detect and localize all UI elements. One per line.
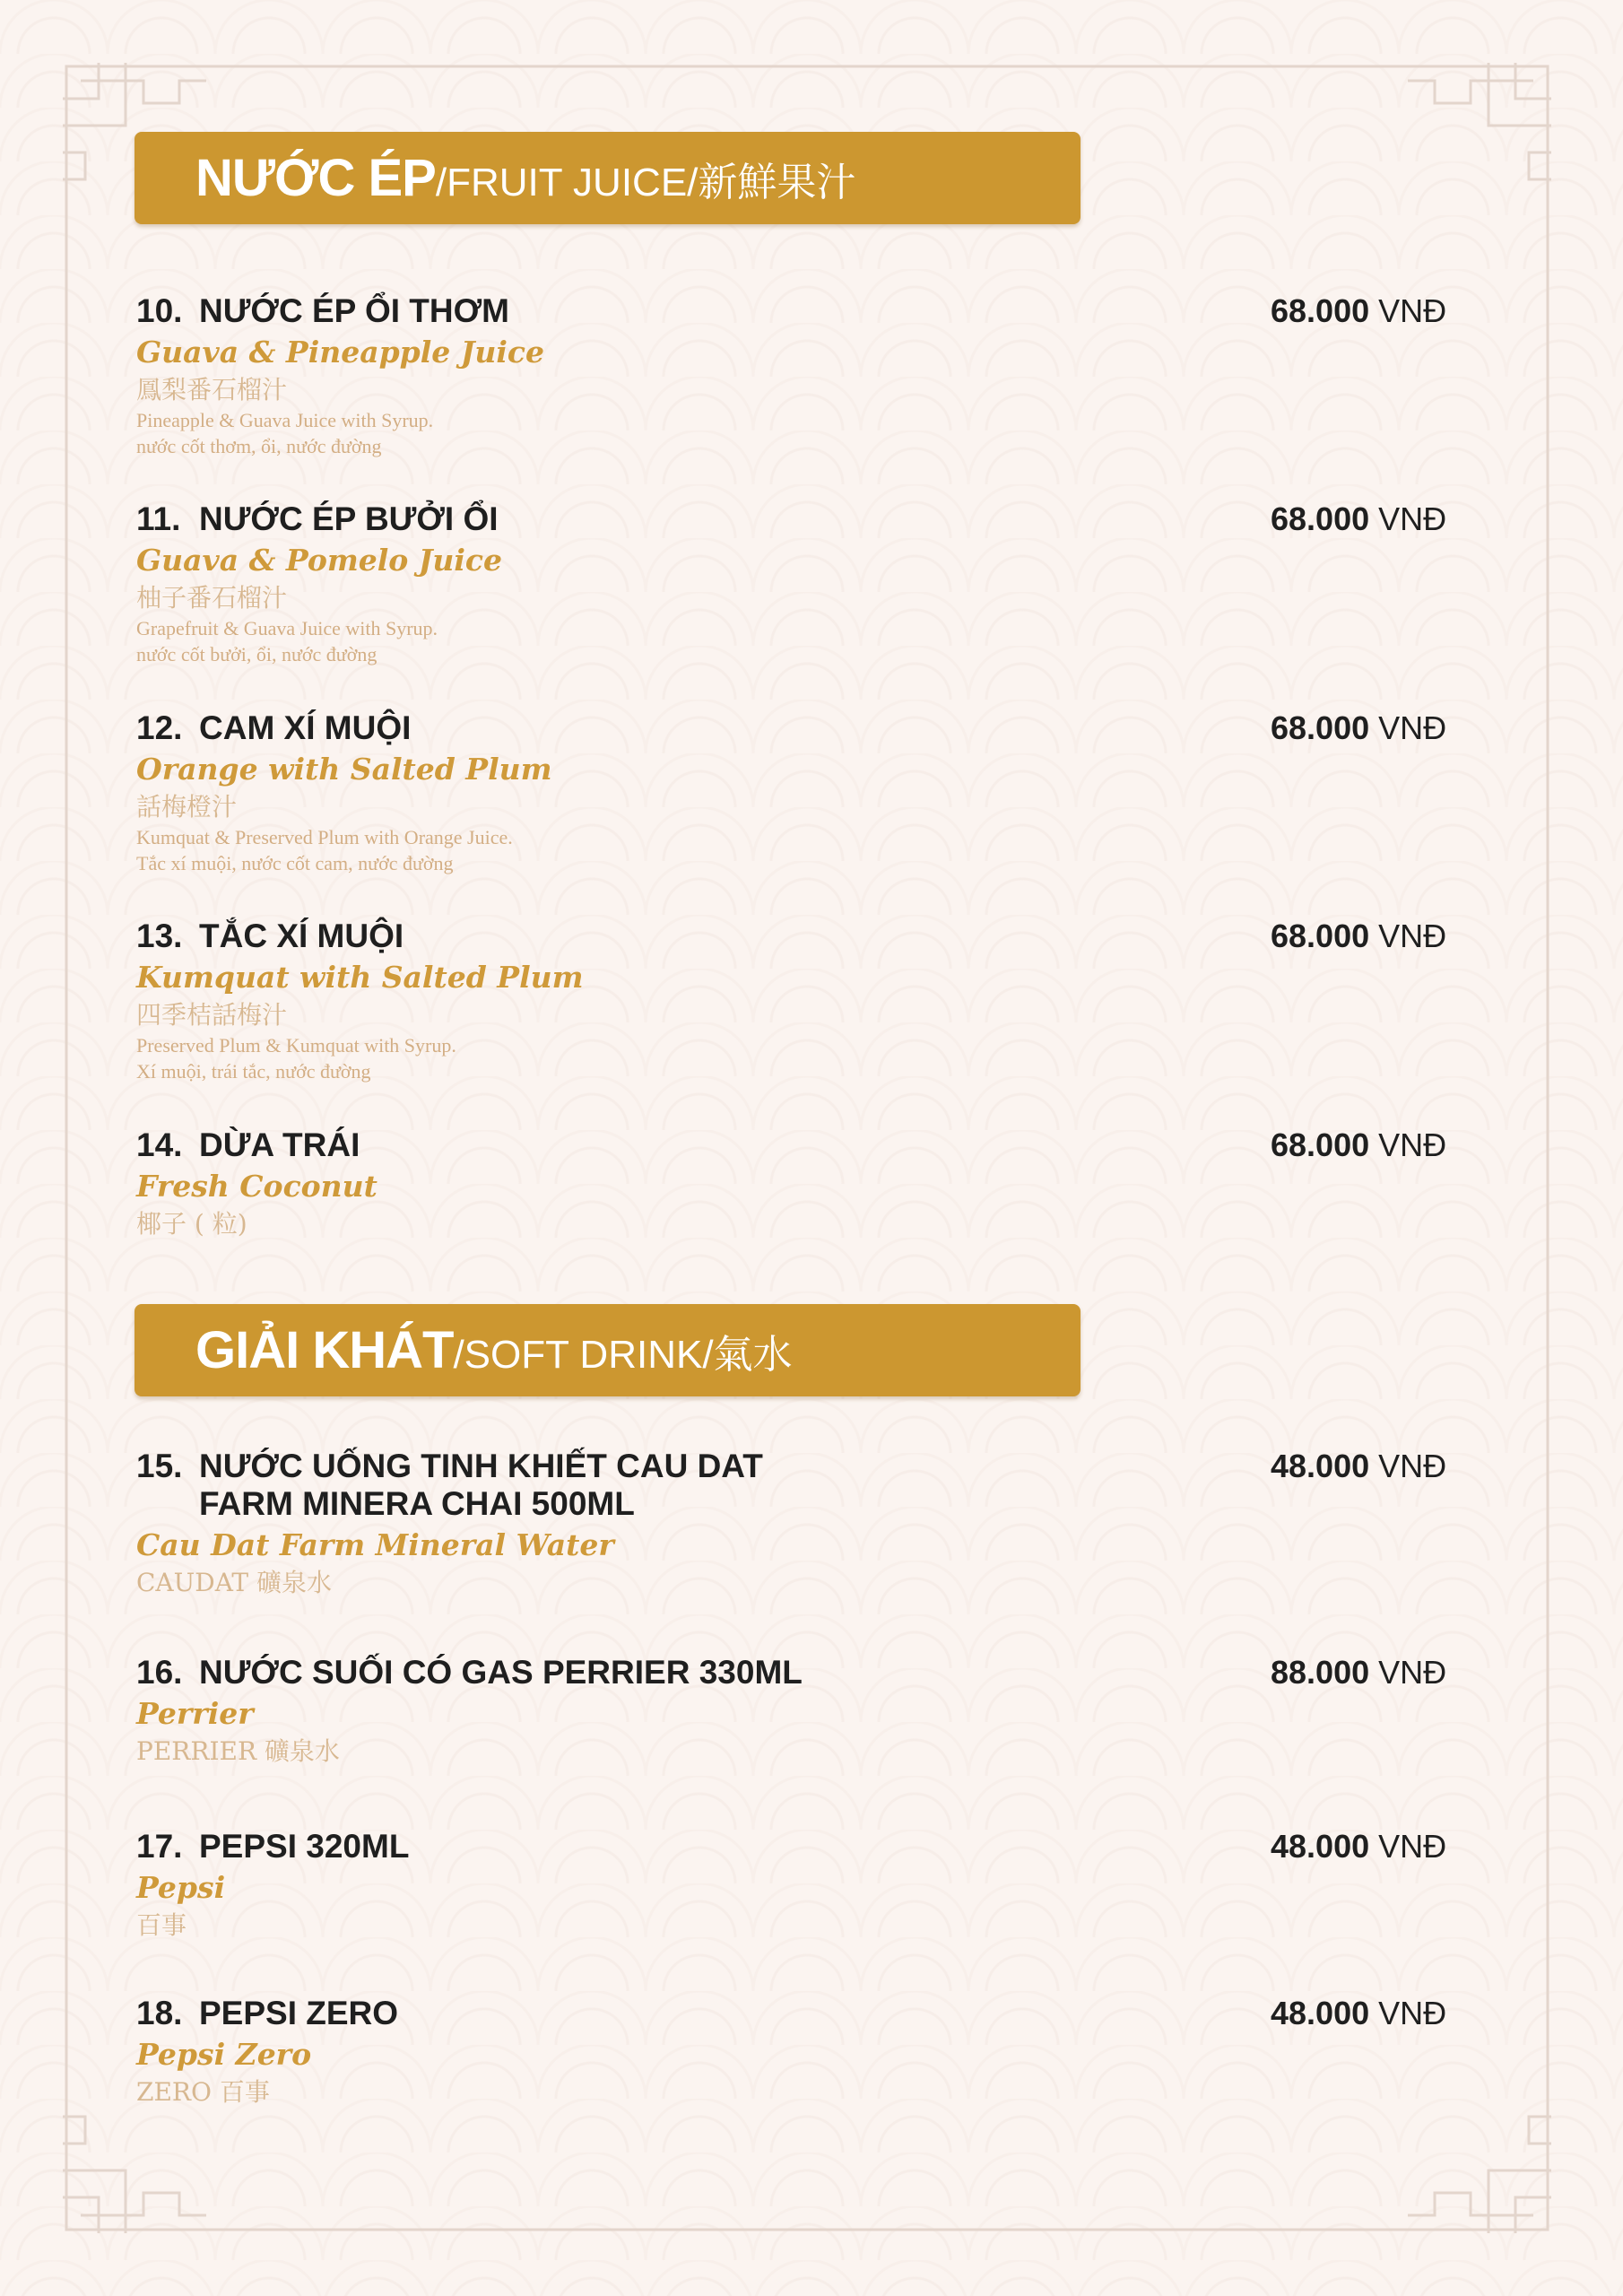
item-price (1271, 1828, 1446, 1866)
item-english-name: Guava & Pomelo Juice (136, 543, 503, 578)
price-amount: 68.000 (1271, 709, 1370, 746)
price-currency: VNĐ (1378, 1654, 1447, 1691)
item-price (1271, 709, 1446, 747)
menu-item (136, 709, 1481, 876)
section-title-main: NƯỚC ÉP (195, 149, 436, 207)
menu-item (136, 1654, 1481, 1769)
section-header-fruit-juice (135, 132, 1081, 224)
price-amount: 48.000 (1271, 1828, 1370, 1865)
item-description-en: Pineapple & Guava Juice with Syrup. (136, 409, 434, 431)
item-english-name: Pepsi (136, 1870, 226, 1905)
price-currency: VNĐ (1378, 1828, 1447, 1865)
item-price (1271, 1126, 1446, 1164)
item-name: NƯỚC UỐNG TINH KHIẾT CAU DAT FARM MINERA CHAI 500ML (199, 1448, 763, 1522)
item-description-en: Kumquat & Preserved Plum with Orange Juice. (136, 826, 513, 848)
item-description-vi: nước cốt thơm, ổi, nước đường (136, 435, 382, 457)
item-price (1271, 1448, 1446, 1485)
price-currency: VNĐ (1378, 709, 1447, 746)
item-english-name: Perrier (136, 1696, 254, 1731)
item-english-name: Fresh Coconut (136, 1169, 378, 1204)
item-chinese-name: 椰子 ( 粒) (136, 1209, 247, 1239)
menu-item (136, 1828, 1481, 1943)
price-amount: 88.000 (1271, 1654, 1370, 1691)
item-name: PEPSI 320ML (199, 1828, 410, 1865)
item-chinese-name: ZERO 百事 (136, 2077, 270, 2107)
item-number: 15. (136, 1448, 183, 1484)
section-header-soft-drink (135, 1304, 1081, 1396)
item-name: NƯỚC ÉP BƯỞI ỔI (199, 500, 499, 537)
item-price (1271, 1654, 1446, 1692)
menu-item (136, 292, 1481, 459)
item-number: 16. (136, 1654, 183, 1691)
item-number: 12. (136, 709, 183, 746)
section-title-sub: /SOFT DRINK/氣水 (453, 1332, 793, 1377)
item-description-en: Preserved Plum & Kumquat with Syrup. (136, 1034, 456, 1057)
item-chinese-name: CAUDAT 礦泉水 (136, 1568, 332, 1597)
price-currency: VNĐ (1378, 500, 1447, 537)
price-amount: 48.000 (1271, 1995, 1370, 2031)
price-amount: 68.000 (1271, 292, 1370, 329)
price-amount: 68.000 (1271, 918, 1370, 954)
item-name: NƯỚC SUỐI CÓ GAS PERRIER 330ML (199, 1654, 803, 1691)
item-english-name: Kumquat with Salted Plum (136, 960, 584, 995)
item-price (1271, 500, 1446, 538)
item-chinese-name: 柚子番石榴汁 (136, 583, 288, 613)
price-currency: VNĐ (1378, 1995, 1447, 2031)
item-english-name: Orange with Salted Plum (136, 752, 552, 787)
menu-item (136, 1995, 1481, 2109)
item-chinese-name: 四季桔話梅汁 (136, 1000, 288, 1030)
item-price (1271, 1995, 1446, 2032)
item-chinese-name: 話梅橙汁 (136, 792, 238, 822)
item-number: 14. (136, 1126, 183, 1163)
item-name: NƯỚC ÉP ỔI THƠM (199, 292, 509, 329)
item-description-vi: Xí muội, trái tắc, nước đường (136, 1060, 371, 1083)
price-amount: 68.000 (1271, 1126, 1370, 1163)
item-name: TẮC XÍ MUỘI (199, 918, 404, 954)
item-chinese-name: 鳳梨番石榴汁 (136, 375, 288, 404)
item-number: 11. (136, 500, 181, 537)
item-english-name: Cau Dat Farm Mineral Water (136, 1527, 614, 1562)
item-number: 17. (136, 1828, 183, 1865)
item-number: 10. (136, 292, 183, 329)
item-number: 13. (136, 918, 183, 954)
price-currency: VNĐ (1378, 918, 1447, 954)
price-amount: 68.000 (1271, 500, 1370, 537)
item-chinese-name: 百事 (136, 1910, 187, 1940)
item-description-vi: Tắc xí muội, nước cốt cam, nước đường (136, 852, 454, 874)
menu-item (136, 500, 1481, 667)
section-title-main: GIẢI KHÁT (195, 1321, 454, 1379)
item-price (1271, 918, 1446, 955)
section-title-sub: /FRUIT JUICE/新鮮果汁 (435, 160, 856, 204)
item-price (1271, 292, 1446, 330)
item-number: 18. (136, 1995, 183, 2031)
item-english-name: Guava & Pineapple Juice (136, 335, 545, 370)
item-name: PEPSI ZERO (199, 1995, 399, 2031)
item-description-vi: nước cốt bưởi, ổi, nước đường (136, 643, 378, 665)
price-amount: 48.000 (1271, 1448, 1370, 1484)
price-currency: VNĐ (1378, 292, 1447, 329)
menu-item (136, 1448, 1481, 1600)
item-description-en: Grapefruit & Guava Juice with Syrup. (136, 617, 438, 639)
menu-item (136, 1126, 1481, 1241)
item-english-name: Pepsi Zero (136, 2037, 312, 2072)
item-name: DỪA TRÁI (199, 1126, 360, 1163)
menu-item (136, 918, 1481, 1084)
item-name: CAM XÍ MUỘI (199, 709, 412, 746)
price-currency: VNĐ (1378, 1126, 1447, 1163)
item-chinese-name: PERRIER 礦泉水 (136, 1736, 340, 1766)
price-currency: VNĐ (1378, 1448, 1447, 1484)
